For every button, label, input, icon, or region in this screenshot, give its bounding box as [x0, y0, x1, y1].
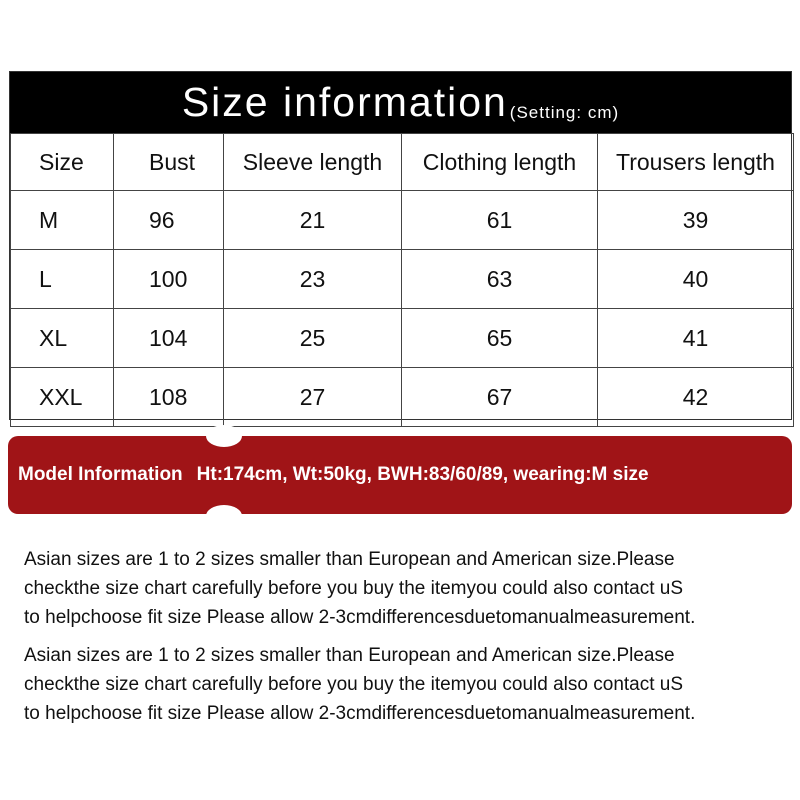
- size-cell: L: [11, 250, 114, 309]
- size-chart-unit: (Setting: cm): [509, 103, 620, 122]
- model-information-details: Ht:174cm, Wt:50kg, BWH:83/60/89, wearing:M size: [196, 464, 649, 485]
- size-note-line: to helpchoose fit size Please allow 2-3cmdifferencesduetomanualmeasurement.: [24, 703, 696, 724]
- clothing-length-cell: 61: [402, 191, 598, 250]
- sleeve-length-cell: 25: [224, 309, 402, 368]
- clothing-length-cell: 67: [402, 368, 598, 427]
- trousers-length-cell: 40: [598, 250, 794, 309]
- size-note: [24, 641, 794, 728]
- column-header-trousers-length: Trousers length: [598, 134, 794, 191]
- size-chart-title: Size information: [181, 79, 508, 125]
- column-header-size: Size: [11, 134, 114, 191]
- column-header-clothing-length: Clothing length: [402, 134, 598, 191]
- size-cell: XL: [11, 309, 114, 368]
- bust-cell: 104: [114, 309, 224, 368]
- trousers-length-cell: 42: [598, 368, 794, 427]
- size-note-line: checkthe size chart carefully before you buy the itemyou could also contact uS: [24, 674, 684, 695]
- trousers-length-cell: 39: [598, 191, 794, 250]
- size-note-line: Asian sizes are 1 to 2 sizes smaller than European and American size.Please: [24, 645, 675, 666]
- bust-cell: 108: [114, 368, 224, 427]
- column-header-sleeve-length: Sleeve length: [224, 134, 402, 191]
- size-note-line: checkthe size chart carefully before you buy the itemyou could also contact uS: [24, 578, 684, 599]
- size-chart: [9, 71, 792, 420]
- table-row: [11, 309, 794, 368]
- sleeve-length-cell: 27: [224, 368, 402, 427]
- model-information-banner: [8, 436, 792, 514]
- size-note-line: Asian sizes are 1 to 2 sizes smaller than European and American size.Please: [24, 549, 675, 570]
- clothing-length-cell: 65: [402, 309, 598, 368]
- table-row: [11, 250, 794, 309]
- size-note-line: to helpchoose fit size Please allow 2-3cmdifferencesduetomanualmeasurement.: [24, 607, 696, 628]
- table-row: [11, 191, 794, 250]
- size-note: [24, 545, 794, 632]
- clothing-length-cell: 63: [402, 250, 598, 309]
- bust-cell: 96: [114, 191, 224, 250]
- banner-notch-bottom: [206, 505, 242, 527]
- table-header-row: [11, 134, 794, 191]
- sleeve-length-cell: 23: [224, 250, 402, 309]
- size-cell: XXL: [11, 368, 114, 427]
- sleeve-length-cell: 21: [224, 191, 402, 250]
- trousers-length-cell: 41: [598, 309, 794, 368]
- column-header-bust: Bust: [114, 134, 224, 191]
- bust-cell: 100: [114, 250, 224, 309]
- model-information-label: Model Information: [18, 464, 183, 485]
- size-table: [10, 133, 794, 427]
- banner-notch-top: [206, 425, 242, 447]
- size-cell: M: [11, 191, 114, 250]
- size-chart-title-bar: [10, 72, 791, 133]
- table-row: [11, 368, 794, 427]
